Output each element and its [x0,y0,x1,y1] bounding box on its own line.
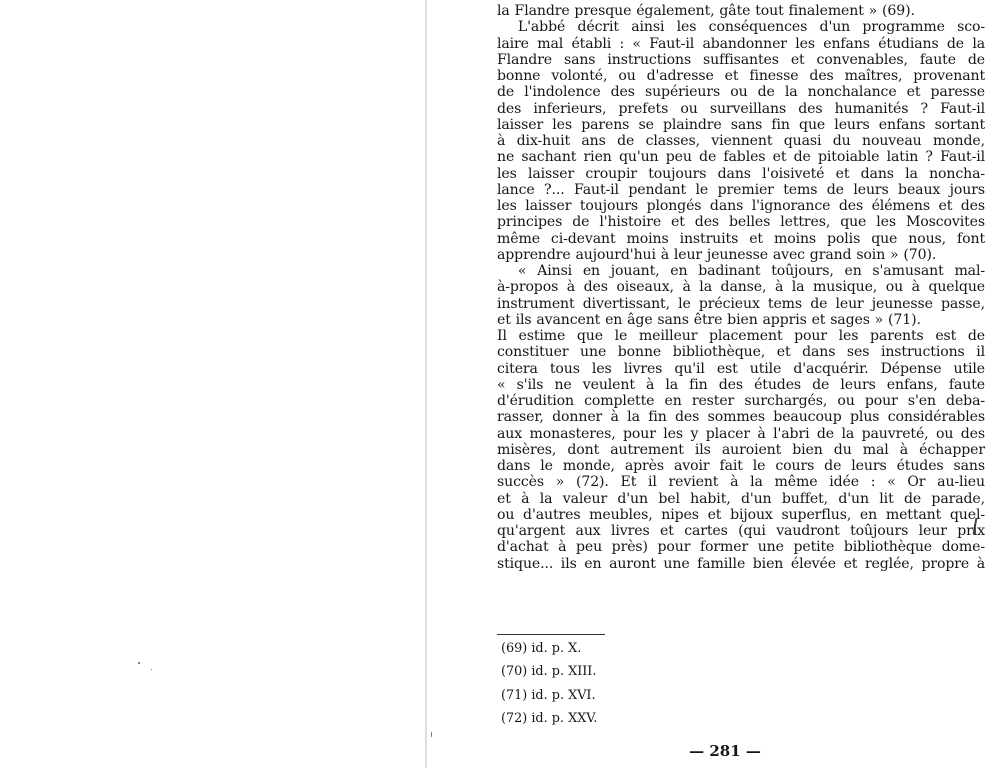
text-line: bonne volonté, ou d'adresse et finesse des maîtres, provenant [497,68,985,84]
text-line: stique... ils en auront une famille bien élevée et reglée, propre à [497,555,985,572]
text-line: des inferieurs, prefets ou surveillans des humanités ? Faut-il [497,100,985,117]
text-line: « Ainsi en jouant, en badinant toûjours, en s'amusant mal- [497,263,985,279]
text-line: « s'ils ne veulent à la fin des études de leurs enfans, faute [497,376,985,393]
speck-mark [151,669,152,670]
text-line: Flandre sans instructions suffisantes et convenables, faute de [497,51,985,68]
text-line: lance ?... Faut-il pendant le premier tems de leurs beaux jours [497,181,985,198]
text-line: et à la valeur d'un bel habit, d'un buffet, d'un lit de parade, [497,490,985,507]
text-line: la Flandre presque également, gâte tout finalement » (69). [497,3,915,19]
footnotes [501,637,801,730]
footnote-69: (69) id. p. X. [501,641,582,656]
page-number: — 281 — [689,742,761,760]
text-line: principes de l'histoire et des belles lettres, que les Moscovites [497,214,985,231]
text-line: citera tous les livres qu'il est utile d'acquérir. Dépense utile [497,360,985,377]
text-line: à-propos à des oiseaux, à la danse, à la musique, ou à quelque [497,279,985,296]
text-line: laire mal établi : « Faut-il abandonner les enfans étudians de la [497,35,985,52]
footnote-71: (71) id. p. XVI. [501,687,596,703]
text-line: misères, dont autrement ils auroient bien du mal à échapper [497,441,985,458]
footnote-70: (70) id. p. XIII. [501,664,597,680]
text-line: les laisser toujours plongés dans l'ignorance des élémens et des [497,198,985,214]
left-page-blank [0,0,425,768]
speck-mark [431,732,432,737]
text-line: dans le monde, après avoir fait le cours de leurs études sans [497,458,985,474]
text-line: à dix-huit ans de classes, viennent quasi du nouveau monde, [497,133,985,149]
text-line: d'érudition complette en rester surchargés, ou pour s'en deba- [497,393,985,409]
footnote-72: (72) id. p. XXV. [501,710,598,726]
right-page [497,0,985,768]
text-line: d'achat à peu près) pour former une petite bibliothèque dome- [497,539,985,556]
text-line: constituer une bonne bibliothèque, et dans ses instructions il [497,344,985,361]
text-line: apprendre aujourd'hui à leur jeunesse avec grand soin » (70). [497,246,937,263]
text-line: et ils avancent en âge sans être bien appris et sages » (71). [497,311,921,328]
text-line: même ci-devant moins instruits et moins polis que nous, font [497,230,985,247]
text-line: qu'argent aux livres et cartes (qui vaudront toûjours leur prix [497,523,985,539]
body-text [497,3,985,572]
text-line: laisser les parens se plaindre sans fin que leurs enfans sortant [497,116,985,133]
text-line: ou d'autres meubles, nipes et bijoux superflus, en mettant quel- [497,506,985,523]
page-gutter [425,0,427,768]
text-line: de l'indolence des supérieurs ou de la nonchalance et paresse [497,84,985,101]
text-line: Il estime que le meilleur placement pour les parents est de [497,328,985,344]
text-line: succès » (72). Et il revient à la même idée : « Or au-lieu [497,474,985,491]
text-line: aux monasteres, pour les y placer à l'abri de la pauvreté, ou des [497,425,985,442]
text-line: L'abbé décrit ainsi les conséquences d'un programme sco- [497,19,985,36]
speck-mark [138,662,140,664]
text-line: rasser, donner à la fin des sommes beaucoup plus considérables [497,409,985,426]
text-line: les laisser croupir toujours dans l'oisiveté et dans la noncha- [497,165,985,182]
text-line: ne sachant rien qu'un peu de fables et de pitoiable latin ? Faut-il [497,149,985,166]
footnote-divider [497,634,605,635]
text-line: instrument divertissant, le précieux tems de leur jeunesse passe, [497,295,985,312]
